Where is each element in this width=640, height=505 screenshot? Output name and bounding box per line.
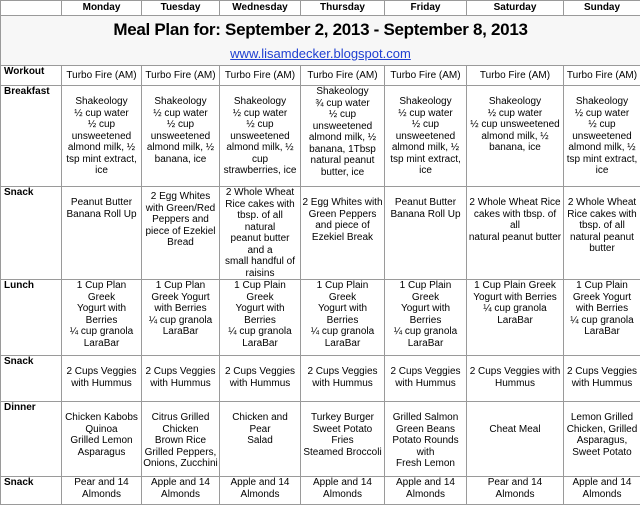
cell-workout-thursday: Turbo Fire (AM) xyxy=(301,66,385,86)
row-dinner xyxy=(1,402,640,477)
cell-breakfast-thursday: Shakeology ¾ cup water ½ cup unsweetened almond milk, ½ banana, 1Tbsp natural peanut butter, ice xyxy=(301,86,385,187)
day-header-thursday: Thursday xyxy=(301,1,385,16)
cell-snack-evening-wednesday: Apple and 14 Almonds xyxy=(220,477,301,505)
cell-dinner-saturday: Cheat Meal xyxy=(467,402,564,477)
cell-workout-saturday: Turbo Fire (AM) xyxy=(467,66,564,86)
cell-dinner-tuesday: Citrus Grilled Chicken Brown Rice Grilled Peppers, Onions, Zucchini xyxy=(142,402,220,477)
row-breakfast xyxy=(1,86,640,187)
cell-breakfast-monday: Shakeology ½ cup water ½ cup unsweetened almond milk, ½ tsp mint extract, ice xyxy=(62,86,142,187)
cell-snack-am-monday: Peanut Butter Banana Roll Up xyxy=(62,187,142,280)
cell-snack-pm-wednesday: 2 Cups Veggies with Hummus xyxy=(220,356,301,402)
cell-snack-pm-friday: 2 Cups Veggies with Hummus xyxy=(385,356,467,402)
row-snack-am xyxy=(1,187,640,280)
cell-dinner-sunday: Lemon Grilled Chicken, Grilled Asparagus, Sweet Potato xyxy=(564,402,640,477)
cell-workout-tuesday: Turbo Fire (AM) xyxy=(142,66,220,86)
day-header-friday: Friday xyxy=(385,1,467,16)
row-snack-pm xyxy=(1,356,640,402)
cell-snack-evening-sunday: Apple and 14 Almonds xyxy=(564,477,640,505)
row-label-snack-pm: Snack xyxy=(1,356,62,402)
cell-snack-am-sunday: 2 Whole Wheat Rice cakes with tbsp. of all natural peanut butter xyxy=(564,187,640,280)
page-title: Meal Plan for: September 2, 2013 - September 8, 2013 xyxy=(2,16,639,40)
cell-snack-pm-monday: 2 Cups Veggies with Hummus xyxy=(62,356,142,402)
cell-snack-pm-sunday: 2 Cups Veggies with Hummus xyxy=(564,356,640,402)
url-row xyxy=(1,46,640,66)
cell-breakfast-friday: Shakeology ½ cup water ½ cup unsweetened almond milk, ½ tsp mint extract, ice xyxy=(385,86,467,187)
cell-snack-pm-saturday: 2 Cups Veggies with Hummus xyxy=(467,356,564,402)
cell-breakfast-wednesday: Shakeology ½ cup water ½ cup unsweetened almond milk, ½ cup strawberries, ice xyxy=(220,86,301,187)
row-label-workout: Workout xyxy=(1,66,62,86)
cell-dinner-monday: Chicken Kabobs Quinoa Grilled Lemon Asparagus xyxy=(62,402,142,477)
title-row xyxy=(1,16,640,46)
cell-workout-monday: Turbo Fire (AM) xyxy=(62,66,142,86)
cell-workout-sunday: Turbo Fire (AM) xyxy=(564,66,640,86)
cell-workout-wednesday: Turbo Fire (AM) xyxy=(220,66,301,86)
cell-workout-friday: Turbo Fire (AM) xyxy=(385,66,467,86)
cell-snack-evening-tuesday: Apple and 14 Almonds xyxy=(142,477,220,505)
day-header-row xyxy=(1,1,640,16)
blog-link[interactable]: www.lisamdecker.blogspot.com xyxy=(2,46,639,62)
day-header-wednesday: Wednesday xyxy=(220,1,301,16)
cell-snack-am-saturday: 2 Whole Wheat Rice cakes with tbsp. of all natural peanut butter xyxy=(467,187,564,280)
cell-dinner-wednesday: Chicken and Pear Salad xyxy=(220,402,301,477)
row-label-snack-am: Snack xyxy=(1,187,62,280)
cell-lunch-friday: 1 Cup Plain Greek Yogurt with Berries ¼ cup granola LaraBar xyxy=(385,280,467,356)
cell-lunch-sunday: 1 Cup Plain Greek Yogurt with Berries ¼ cup granola LaraBar xyxy=(564,280,640,356)
cell-lunch-wednesday: 1 Cup Plain Greek Yogurt with Berries ¼ cup granola LaraBar xyxy=(220,280,301,356)
row-workout xyxy=(1,66,640,86)
cell-snack-evening-friday: Apple and 14 Almonds xyxy=(385,477,467,505)
cell-snack-am-tuesday: 2 Egg Whites with Green/Red Peppers and piece of Ezekiel Bread xyxy=(142,187,220,280)
row-lunch xyxy=(1,280,640,356)
cell-breakfast-sunday: Shakeology ½ cup water ½ cup unsweetened almond milk, ½ tsp mint extract, ice xyxy=(564,86,640,187)
day-header-sunday: Sunday xyxy=(564,1,640,16)
cell-dinner-friday: Grilled Salmon Green Beans Potato Rounds with Fresh Lemon xyxy=(385,402,467,477)
cell-lunch-thursday: 1 Cup Plain Greek Yogurt with Berries ¼ cup granola LaraBar xyxy=(301,280,385,356)
day-header-tuesday: Tuesday xyxy=(142,1,220,16)
cell-lunch-saturday: 1 Cup Plain Greek Yogurt with Berries ¼ cup granola LaraBar xyxy=(467,280,564,356)
cell-snack-am-thursday: 2 Egg Whites with Green Peppers and piece of Ezekiel Break xyxy=(301,187,385,280)
cell-lunch-tuesday: 1 Cup Plan Greek Yogurt with Berries ¼ cup granola LaraBar xyxy=(142,280,220,356)
day-header-saturday: Saturday xyxy=(467,1,564,16)
title-cell xyxy=(1,16,640,46)
row-label-lunch: Lunch xyxy=(1,280,62,356)
url-cell xyxy=(1,46,640,66)
row-label-dinner: Dinner xyxy=(1,402,62,477)
cell-snack-evening-monday: Pear and 14 Almonds xyxy=(62,477,142,505)
cell-breakfast-saturday: Shakeology ½ cup water ½ cup unsweetened almond milk, ½ banana, ice xyxy=(467,86,564,187)
day-header-monday: Monday xyxy=(62,1,142,16)
row-label-snack-evening: Snack xyxy=(1,477,62,505)
cell-snack-pm-tuesday: 2 Cups Veggies with Hummus xyxy=(142,356,220,402)
row-label-breakfast: Breakfast xyxy=(1,86,62,187)
cell-lunch-monday: 1 Cup Plan Greek Yogurt with Berries ¼ cup granola LaraBar xyxy=(62,280,142,356)
cell-breakfast-tuesday: Shakeology ½ cup water ½ cup unsweetened almond milk, ½ banana, ice xyxy=(142,86,220,187)
cell-snack-pm-thursday: 2 Cups Veggies with Hummus xyxy=(301,356,385,402)
cell-snack-evening-thursday: Apple and 14 Almonds xyxy=(301,477,385,505)
cell-dinner-thursday: Turkey Burger Sweet Potato Fries Steamed Broccoli xyxy=(301,402,385,477)
cell-snack-am-wednesday: 2 Whole Wheat Rice cakes with tbsp. of all natural peanut butter and a small handful of raisins xyxy=(220,187,301,280)
cell-snack-am-friday: Peanut Butter Banana Roll Up xyxy=(385,187,467,280)
cell-snack-evening-saturday: Pear and 14 Almonds xyxy=(467,477,564,505)
corner-cell xyxy=(1,1,62,16)
